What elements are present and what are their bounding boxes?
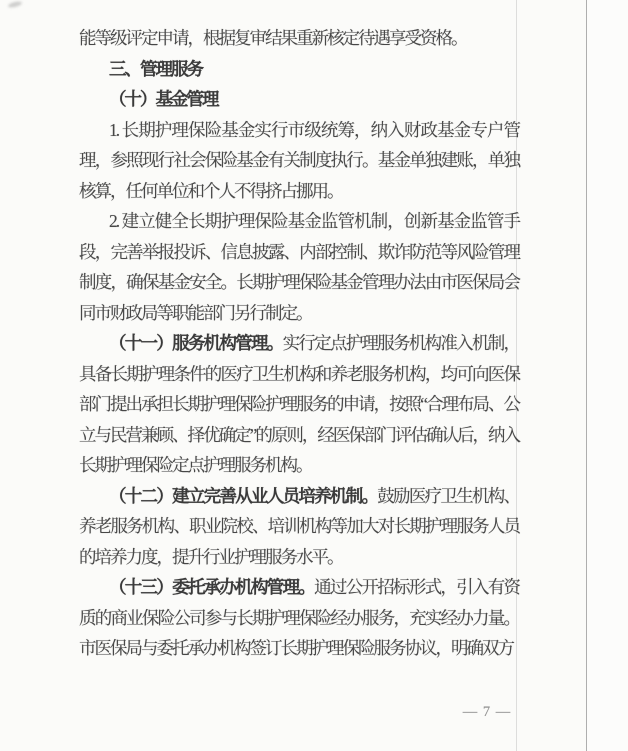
heading-text: （十）基金管理 [109, 89, 218, 109]
paragraph-item-1 [79, 115, 519, 207]
paragraph-section-13 [79, 572, 519, 664]
paragraph-text: 1. 长期护理保险基金实行市级统筹，纳入财政基金专户管理，参照现行社会保险基金有关制度执行。基金单独建账，单独核算，任何单位和个人不得挤占挪用。 [79, 119, 519, 201]
scan-right-strip [587, 0, 628, 751]
section-heading-level1 [79, 54, 519, 85]
paragraph-lead-bold: （十二）建立完善从业人员培养机制。 [109, 485, 378, 506]
scan-smudge-artifact [8, 0, 23, 8]
paragraph-section-11 [79, 328, 519, 481]
paragraph-section-12 [79, 481, 519, 573]
paragraph-continuation [79, 23, 519, 54]
heading-text: 三、管理服务 [109, 58, 202, 79]
paragraph-text: 能等级评定申请，根据复审结果重新核定待遇享受资格。 [79, 28, 467, 48]
scan-edge-line [586, 0, 587, 751]
paragraph-text: 2. 建立健全长期护理保险基金监管机制，创新基金监管手段，完善举报投诉、信息披露、内部控制、欺诈防范等风险管理制度，确保基金安全。长期护理保险基金管理办法由市医保局会同市财政局等职能部门另行制定。 [79, 211, 519, 323]
section-heading-level2 [79, 84, 519, 115]
paragraph-text: 鼓励医疗卫生机构、养老服务机构、职业院校、培训机构等加大对长期护理服务人员的培养力度，提升行业护理服务水平。 [79, 485, 520, 567]
paragraph-lead-bold: （十三）委托承办机构管理。 [109, 577, 315, 597]
paragraph-item-2 [79, 206, 519, 328]
document-body [79, 23, 519, 664]
paragraph-text: 通过公开招标形式，引入有资质的商业保险公司参与长期护理保险经办服务，充实经办力量。市医保局与委托承办机构签订长期护理保险服务协议，明确双方 [79, 577, 519, 658]
paragraph-lead-bold: （十一）服务机构管理。 [109, 333, 283, 353]
paragraph-text: 实行定点护理服务机构准入机制，具备长期护理条件的医疗卫生机构和养老服务机构，均可向医保部门提出承担长期护理保险护理服务的申请，按照“合理布局、公立与民营兼顾、择优确定”的原则，经医保部门评估确认后，纳入长期护理保险定点护理服务机构。 [79, 333, 520, 475]
page-number: — 7 — [462, 704, 512, 720]
